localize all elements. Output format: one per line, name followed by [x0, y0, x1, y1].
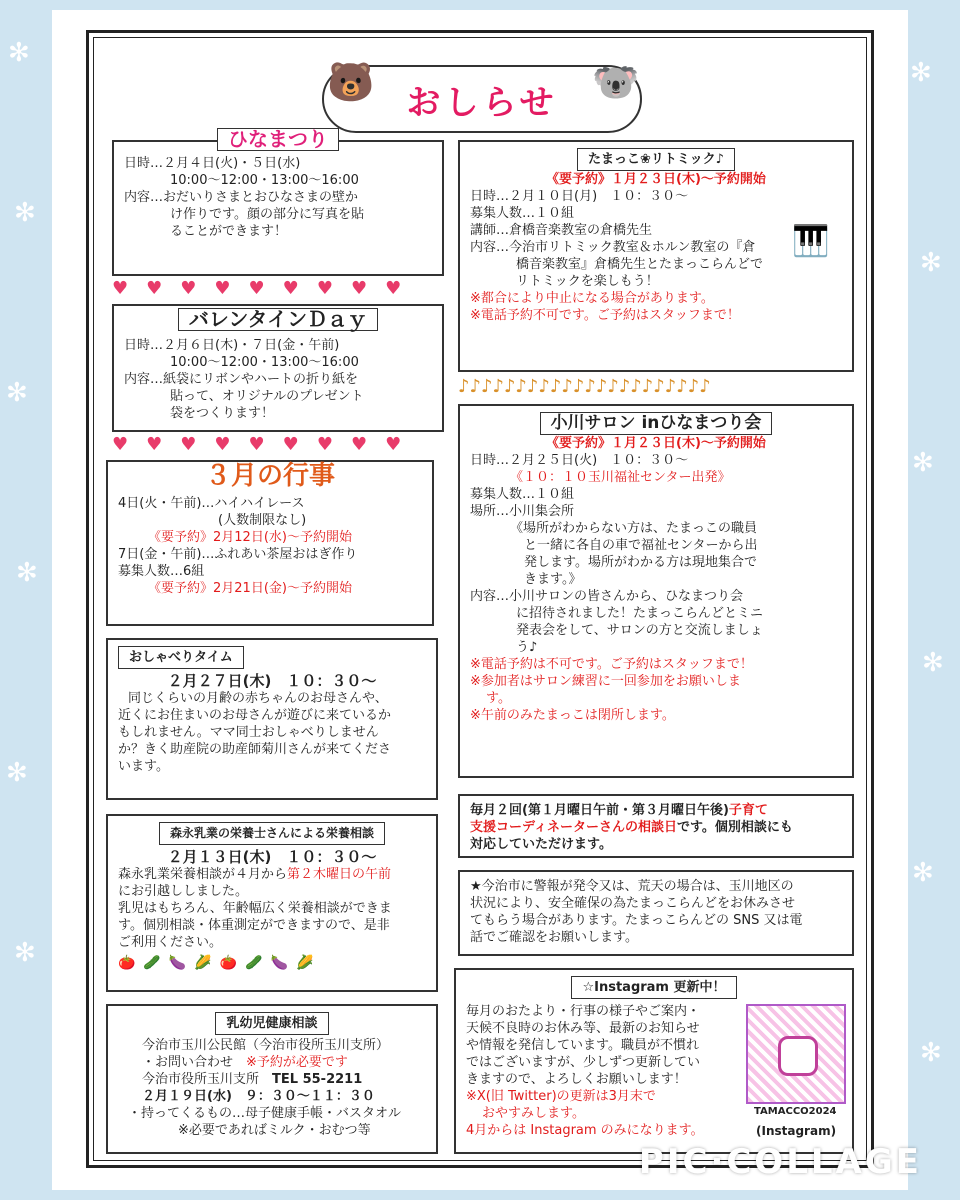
- rhythmic-reserve: 《要予約》１月２３日(木)〜予約開始: [546, 172, 766, 187]
- health-consult-note: ※必要であればミルク・おむつ等: [178, 1123, 371, 1138]
- hinamatsuri-time: 10:00〜12:00・13:00〜16:00: [170, 173, 359, 188]
- rhythmic-title: たまっこ❀リトミック♪: [577, 148, 735, 171]
- rhythmic-capacity: 募集人数…１０組: [470, 206, 575, 221]
- snowflake-icon: ✻: [14, 938, 36, 968]
- health-consult-bring: ・持ってくるもの…母子健康手帳・バスタオル: [128, 1106, 402, 1121]
- salon-content-4: う♪: [516, 640, 538, 655]
- salon-place-note-1: 《場所がわからない方は、たまっこの職員: [510, 521, 758, 536]
- qr-caption: (Instagram): [756, 1124, 837, 1138]
- valentine-content-3: 袋をつくります！: [170, 406, 275, 421]
- newsletter-sheet: [52, 10, 908, 1190]
- morinaga-highlight: 第２木曜日の午前: [287, 867, 392, 882]
- valentine-content: 内容…紙袋にリボンやハートの折り紙を: [124, 372, 359, 387]
- snowflake-icon: ✻: [14, 198, 36, 228]
- salon-note-4: ※午前のみたまっこは閉所します。: [470, 708, 675, 723]
- salon-capacity: 募集人数…１０組: [470, 487, 575, 502]
- rhythmic-teacher: 講師…倉橋音楽教室の倉橋先生: [470, 223, 653, 238]
- morinaga-box: [106, 814, 438, 992]
- health-consult-date: ２月１９日(水) ９：３０〜１１：３０: [142, 1089, 375, 1104]
- valentine-box: [112, 304, 444, 432]
- snowflake-icon: ✻: [912, 858, 934, 888]
- valentine-date: 日時…２月６日(木)・７日(金・午前): [124, 338, 340, 353]
- morinaga-text-5: ご利用ください。: [118, 935, 223, 950]
- health-consult-title: 乳幼児健康相談: [215, 1012, 328, 1035]
- rhythmic-content-2: 橋音楽教室』倉橋先生とたまっこらんどで: [516, 257, 764, 272]
- health-consult-inquiry: ・お問い合わせ: [142, 1055, 234, 1070]
- valentine-content-2: 貼って、オリジナルのプレゼント: [170, 389, 364, 404]
- march-event-1: 4日(火・午前)…ハイハイレース: [118, 496, 305, 511]
- page-title: おしらせ: [406, 82, 558, 123]
- piano-icon: 🎹: [792, 224, 830, 259]
- salon-note-1: ※電話予約は不可です。ご予約はスタッフまで！: [470, 657, 753, 672]
- morinaga-text-3: 乳児はもちろん、年齢幅広く栄養相談ができま: [118, 901, 392, 916]
- instagram-qr-code[interactable]: [746, 1004, 846, 1104]
- salon-date: 日時…２月２５日(火) １０：３０〜: [470, 453, 689, 468]
- salon-title: 小川サロン inひなまつり会: [540, 412, 773, 435]
- salon-reserve: 《要予約》１月２３日(木)〜予約開始: [546, 436, 766, 451]
- instagram-title: ☆Instagram 更新中！: [571, 976, 736, 999]
- instagram-text-4: ではございますが、少しずつ更新してい: [466, 1055, 701, 1070]
- support-text-3: 対応していただけます。: [470, 837, 612, 852]
- vegetable-decor: 🍅🥒🍆🌽🍅🥒🍆🌽: [118, 955, 322, 971]
- rhythmic-content-1: 内容…今治市リトミック教室＆ホルン教室の『倉: [470, 240, 756, 255]
- support-text-1: 毎月２回(第１月曜日午前・第３月曜日午後): [470, 803, 729, 818]
- salon-place-note-3: 発します。場所がわかる方は現地集合で: [524, 555, 757, 570]
- hinamatsuri-content-3: ることができます！: [170, 224, 288, 239]
- warning-text-2: 状況により、安全確保の為たまっこらんどをお休みさせ: [470, 896, 796, 911]
- morinaga-text-2: にお引越ししました。: [118, 884, 249, 899]
- hinamatsuri-title: ひなまつり: [217, 128, 339, 151]
- snowflake-icon: ✻: [910, 58, 932, 88]
- march-event-1-reserve: 《要予約》2月12日(水)〜予約開始: [148, 530, 352, 545]
- oshaberi-title: おしゃべりタイム: [118, 646, 244, 669]
- warning-box: [458, 870, 854, 956]
- morinaga-text-4: す。個別相談・体重測定ができますので、是非: [118, 918, 390, 933]
- morinaga-title: 森永乳業の栄養士さんによる栄養相談: [159, 822, 385, 845]
- instagram-text-5: きますので、よろしくお願いします！: [466, 1072, 687, 1087]
- salon-place-note-2: と一緒に各自の車で福祉センターから出: [524, 538, 758, 553]
- hearts-decor: ♥♥♥♥♥♥♥♥♥: [112, 278, 420, 299]
- instagram-text-1: 毎月のおたより・行事の様子やご案内・: [466, 1004, 701, 1019]
- instagram-logo-icon: [778, 1036, 818, 1076]
- salon-note-3: す。: [486, 691, 511, 706]
- support-highlight-2: 支援コーディネーターさんの相談日: [470, 820, 677, 835]
- snowflake-icon: ✻: [6, 378, 28, 408]
- valentine-time: 10:00〜12:00・13:00〜16:00: [170, 355, 359, 370]
- salon-content-2: に招待されました！たまっこらんどとミニ: [516, 606, 764, 621]
- oshaberi-text-4: か？きく助産院の助産師菊川さんが来てくださ: [118, 742, 392, 757]
- koala-mascot-icon: 🐨: [592, 60, 640, 104]
- salon-departure: 《１０：１０玉川福祉センター出発》: [510, 470, 731, 485]
- bear-mascot-icon: 🐻: [327, 60, 375, 104]
- rhythmic-date: 日時…２月１０日(月) １０：３０〜: [470, 189, 689, 204]
- hinamatsuri-date: 日時…２月４日(火)・５日(水): [124, 156, 301, 171]
- march-event-1-note: (人数制限なし): [218, 513, 307, 528]
- snowflake-icon: ✻: [920, 1038, 942, 1068]
- march-event-2: 7日(金・午前)…ふれあい茶屋おはぎ作り: [118, 547, 358, 562]
- snowflake-icon: ✻: [6, 758, 28, 788]
- valentine-title: バレンタインＤａｙ: [178, 308, 378, 331]
- warning-text-1: ★今治市に警報が発令又は、荒天の場合は、玉川地区の: [470, 879, 794, 894]
- health-consult-box: [106, 1004, 438, 1154]
- health-consult-place: 今治市玉川公民館（今治市役所玉川支所）: [142, 1038, 390, 1053]
- morinaga-text-1: 森永乳業栄養相談が４月から: [118, 867, 288, 882]
- snowflake-icon: ✻: [922, 648, 944, 678]
- oshaberi-text-3: もしれません。ママ同士おしゃべりしません: [118, 725, 379, 740]
- health-consult-office: 今治市役所玉川支所: [142, 1072, 260, 1087]
- music-notes-decor: ♪♪♪♪♪♪♪♪♪♪♪♪♪♪♪♪♪♪♪♪♪♪: [458, 376, 711, 397]
- oshaberi-text-1: 同じくらいの月齢の赤ちゃんのお母さんや、: [128, 691, 388, 706]
- march-event-2-capacity: 募集人数…6組: [118, 564, 205, 579]
- instagram-note-3: 4月からは Instagram のみになります。: [466, 1123, 704, 1138]
- hinamatsuri-content: 内容…おだいりさまとおひなさまの壁か: [124, 190, 359, 205]
- hinamatsuri-box: [112, 127, 444, 276]
- warning-text-3: てもらう場合があります。たまっこらんどの SNS 又は電: [470, 913, 803, 928]
- salon-content-3: 発表会をして、サロンの方と交流しましょ: [516, 623, 763, 638]
- instagram-note-1: ※X(旧 Twitter)の更新は3月末で: [466, 1089, 656, 1104]
- qr-label: TAMACCO2024: [754, 1106, 837, 1117]
- hearts-decor: ♥♥♥♥♥♥♥♥♥: [112, 434, 420, 455]
- snowflake-icon: ✻: [912, 448, 934, 478]
- oshaberi-box: [106, 638, 438, 800]
- rhythmic-content-3: リトミックを楽しもう！: [516, 274, 659, 289]
- rhythmic-note-1: ※都合により中止になる場合があります。: [470, 291, 714, 306]
- hinamatsuri-content-2: け作りです。顔の部分に写真を貼: [170, 207, 364, 222]
- salon-place: 場所…小川集会所: [470, 504, 575, 519]
- snowflake-icon: ✻: [920, 248, 942, 278]
- instagram-text-3: や情報を発信しています。職員が不慣れ: [466, 1038, 699, 1053]
- salon-content-1: 内容…小川サロンの皆さんから、ひなまつり会: [470, 589, 744, 604]
- instagram-text-2: 天候不良時のお休み等、最新のお知らせ: [466, 1021, 700, 1036]
- salon-note-2: ※参加者はサロン練習に一回参加をお願いしま: [470, 674, 741, 689]
- oshaberi-text-2: 近くにお住まいのお母さんが遊びに来ているか: [118, 708, 392, 723]
- march-event-2-reserve: 《要予約》2月21日(金)〜予約開始: [148, 581, 352, 596]
- health-consult-reserve: ※予約が必要です: [246, 1055, 348, 1070]
- oshaberi-text-5: います。: [118, 759, 169, 774]
- watermark: PIC·COLLAGE: [638, 1142, 922, 1182]
- morinaga-date: ２月１３日(木) １０：３０〜: [167, 848, 377, 866]
- salon-place-note-4: きます。》: [524, 572, 582, 587]
- health-consult-tel: TEL 55-2211: [272, 1072, 363, 1087]
- march-events-box: [106, 460, 434, 626]
- support-text-2: です。個別相談にも: [676, 820, 793, 835]
- support-box: [458, 794, 854, 858]
- march-title: ３月の行事: [204, 461, 335, 491]
- snowflake-icon: ✻: [16, 558, 38, 588]
- support-highlight-1: 子育て: [728, 803, 768, 818]
- snowflake-icon: ✻: [8, 38, 30, 68]
- warning-text-4: 話でご確認をお願いします。: [470, 930, 638, 945]
- oshaberi-date: ２月２７日(木) １０：３０〜: [167, 672, 377, 690]
- salon-box: [458, 404, 854, 778]
- instagram-note-2: おやすみします。: [482, 1106, 585, 1121]
- rhythmic-note-2: ※電話予約不可です。ご予約はスタッフまで！: [470, 308, 740, 323]
